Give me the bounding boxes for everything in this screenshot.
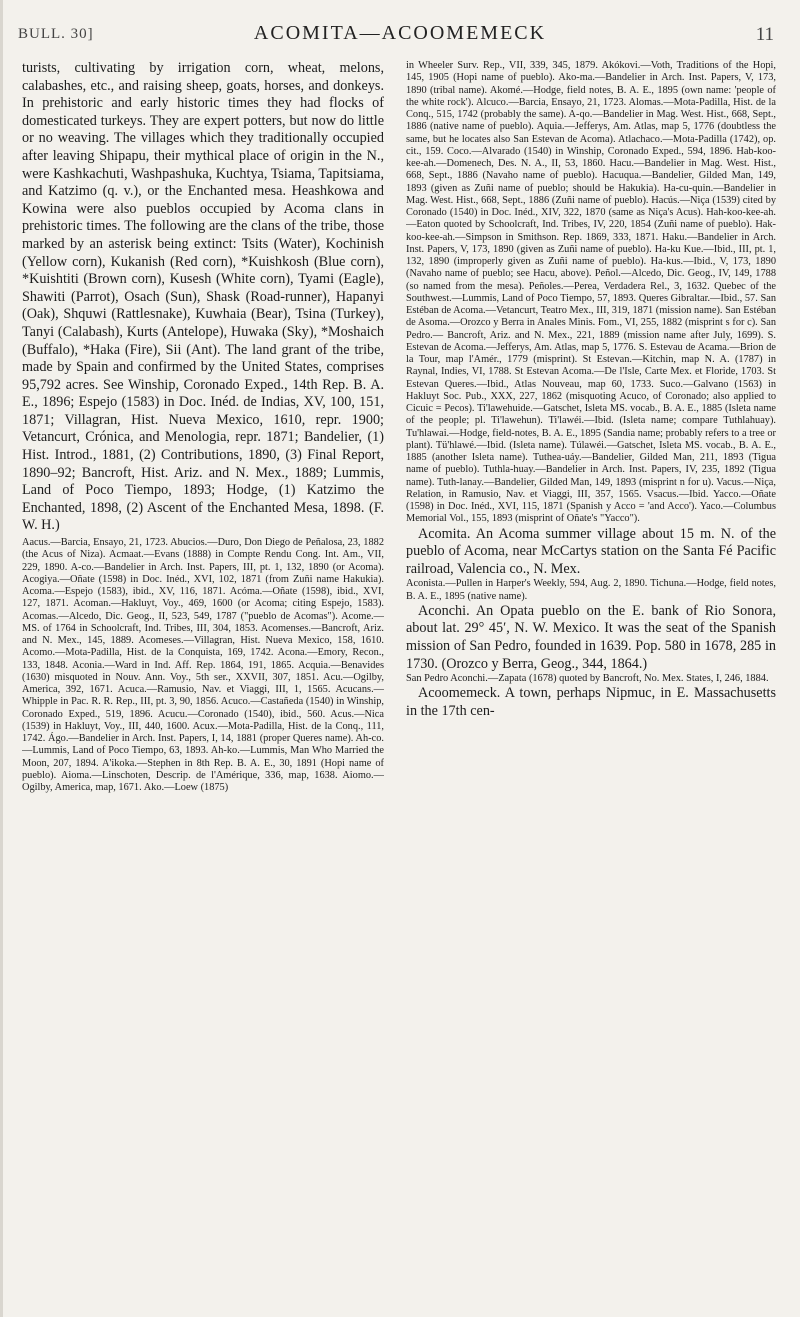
acoma-synonymy [22,537,384,794]
aconchi-synonymy [406,673,776,685]
acoomemeck-text: Acoomemeck. A town, perhaps Nipmuc, in E. Massachusetts in the 17th cen- [406,685,776,719]
acomita-entry [406,526,776,579]
page-number: 11 [755,24,774,45]
acoomemeck-entry [406,685,776,720]
header-title: ACOMITA—ACOOMEMECK [253,22,547,44]
right-column [406,60,776,1310]
acoma-entry-body [22,60,384,535]
aconchi-synonymy-text: San Pedro Aconchi.—Zapata (1678) quoted by Bancroft, No. Mex. States, I, 246, 1884. [406,673,769,685]
acoma-synonymy-text: Aacus.—Barcia, Ensayo, 21, 1723. Abucios.—Duro, Don Diego de Peñalosa, 23, 1882 (the Acus of Niza). Acmaat.—Evans (1888) in Compte Rendu Cong. Int. Am., VII, 229, 1890. A-co.—Bandelier in Arch. Inst. Papers, III, pt. 1, 132, 1890 (or Acoma). Acogiya.—Oñate (1598) in Doc. Inéd., XVI, 102, 1871 (from Zuñi name Hakukia). Acoma.—Espejo (1583), ibid., XV, 116, 1871. Acóma.—Oñate (1598), ibid., XVI, 127, 1871. Acoman.—Hakluyt, Voy., 469, 1600 (or Acoma; citing Espejo, 1583). Acomas.—Alcedo, Dic. Geog., II, 523, 549, 1787 ("pueblo de Acomas"). Acome.—MS. of 1764 in Schoolcraft, Ind. Tribes, III, 304, 1853. Acomenses.—Bancroft, Ariz. and N. Mex., 145, 1889. Acomeses.—Villagran, Hist. Nueva Mexico, 158, 1610. Acomo.—Mota-Padilla, Hist. de la Conquista, 169, 1742. Acona.—Emory, Recon., 133, 1848. Aconia.—Ward in Ind. Aff. Rep. 1864, 191, 1865. Acquia.—Benavides (1630) misquoted in Nouv. Ann. Voy., 5th ser., XXVII, 307, 1851. Acu.—Ogilby, America, 392, 1671. Acuca.—Ramusio, Nav. et Viaggi, III, 1, 1565. Acucans.—Whipple in Pac. R. R. Rep., III, pt. 3, 90, 1856. Acuco.—Castañeda (1540) in Winship, Coronado Exped., 519, 1896. Acucu.—Coronado (1540), ibid., 560. Acus.—Nica (1539) in Hakluyt, Voy., III, 440, 1600. Acux.—Mota-Padilla, Hist. de la Conq., 111, 1742. Ágo.—Bandelier in Arch. Inst. Papers, I, 14, 1881 (proper Queres name). Ah-co.—Lummis, Land of Poco Tiempo, 63, 1893. Ah-ko.—Lummis, Man Who Married the Moon, 207, 1894. A'ikoka.—Stephen in 8th Rep. B. A. E., 30, 1891 (Hopi name of pueblo). Aioma.—Linschoten, Descrip. de l'Amérique, 336, map, 1638. Aiomo.—Ogilby, America, map, 1671. Ako.—Loew (1875) [22,537,384,794]
aconchi-entry [406,603,776,673]
aconchi-text: Aconchi. An Opata pueblo on the E. bank of Rio Sonora, about lat. 29° 45′, N. W. Mexico. It was the seat of the Spanish mission of San Pedro, founded in 1639. Pop. 580 in 1678, 285 in 1730. (Orozco y Berra, Geog., 344, 1864.) [406,602,776,672]
acomita-synonymy-text: Aconista.—Pullen in Harper's Weekly, 594, Aug. 2, 1890. Tichuna.—Hodge, field notes, B. A. E., 1895 (native name). [406,578,776,602]
acoma-synonymy-continued-text: in Wheeler Surv. Rep., VII, 339, 345, 1879. Akókovi.—Voth, Traditions of the Hopi, 145, 1905 (Hopi name of pueblo). Ako-ma.—Bandelier in Arch. Inst. Papers, V, 173, 1890 (tribal name). Akomé.—Hodge, field notes, B. A. E., 1895 (own name: 'people of the white rock'). Alcuco.—Barcia, Ensayo, 21, 1723. Alomas.—Mota-Padilla, Hist. de la Conq., 515, 1742 (probably the same). A-qo.—Bandelier in Mag. West. Hist., 668, Sept., 1886 (native name of pueblo). Aquia.—Jefferys, Am. Atlas, map 5, 1776 (doubtless the same, but he locates also San Estevan de Acoma). Atlachaco.—Mota-Padilla (1742), op. cit., 159. Coco.—Alvarado (1540) in Winship, Coronado Exped., 594, 1896. Hab-koo-kee-ah.—Domenech, Des. N. A., II, 53, 1860. Hacu.—Bandelier in Mag. West. Hist., 668, Sept., 1886 (Navaho name of pueblo). Hacuqua.—Bandelier, Gilded Man, 149, 1893 (given as Zuñi name of pueblo; should be Hakukia). Ha-cu-quin.—Bandelier in Mag. West. Hist., 668, Sept., 1886 (Zuñi name of pueblo). Hacús.—Niça (1539) cited by Coronado (1540) in Doc. Inéd., XIV, 322, 1870 (same as Niça's Acus). Hah-koo-kee-ah.—Eaton quoted by Schoolcraft, Ind. Tribes, IV, 220, 1854 (Zuñi name of pueblo). Hak-koo-kee-ah.—Simpson in Smithson. Rep. 1869, 333, 1871. Haku.—Bandelier in Arch. Inst. Papers, V, 173, 1890 (given as Zuñi name of pueblo). Ha-ku Kue.—Ibid., III, pt. 1, 132, 1890 (improperly given as Zuñi name of pueblo). Ha-kus.—Ibid., V, 173, 1890 (Navaho name of pueblo; see Hacu, above). Peñol.—Alcedo, Dic. Geog., IV, 149, 1788 (so named from the mesa). Peñoles.—Perea, Verdadera Rel., 3, 1632. Quebec of the Southwest.—Lummis, Land of Poco Tiempo, 57, 1893. Queres Gibraltar.—Ibid., 57. San Estéban de Acoma.—Vetancurt, Teatro Mex., III, 319, 1871 (mission name). San Estéban de Asoma.—Orozco y Berra in Anales Minis. Fom., VI, 255, 1882 (misprint s for c). San Pedro.— Bancroft, Ariz. and N. Mex., 221, 1889 (mission name after July, 1699). S. Estevan de Acoma.—Jefferys, Am. Atlas, map 5, 1776. S. Estevau de Acama.—Brion de la Tour, map l'Amér., 1779 (misprint). St Estevan.—Kitchin, map N. A. (1787) in Raynal, Indies, VI, 1788. St Estevan Acoma.—De l'Isle, Carte Mex. et Floride, 1703. St Estevan Queres.—Ibid., Atlas Nouveau, map 60, 1733. Suco.—Galvano (1563) in Hakluyt Soc. Pub., XXX, 227, 1862 (misquoting Acuco, of Coronado; also applied to Cicuic = Pecos). Ti'lawehuide.—Gatschet, Isleta MS. vocab., B. A. E., 1885 (Isleta name of the people; pl. Ti'lawehun). Ti'lawéi.—Ibid. (Isleta name; compare Tuthlahuay). Tu'hlawai.—Hodge, field-notes, B. A. E., 1895 (Sandia name; probably refers to a tree or plant). Tü'hlawé.—Ibid. (Isleta name). Túlawéi.—Gatschet, Isleta MS. vocab., B. A. E., 1885 (another Isleta name). Tuthea-uáy.—Bandelier, Gilded Man, 211, 1893 (Tigua name of pueblo). Tuthla-huay.—Bandelier in Arch. Inst. Papers, IV, 235, 1892 (Tigua name). Tuth-lanay.—Bandelier, Gilded Man, 149, 1893 (misprint n for u). Vacus.—Niça, Relation, in Ramusio, Nav. et Viaggi, III, 357, 1565. Vsacus.—Ibid. Yacco.—Oñate (1598) in Doc. Inéd., XVI, 115, 1871 (Spanish y Acco = 'and Acco'). Yaco.—Columbus Memorial Vol., 155, 1893 (misprint of Oñate's "Yacco"). [406,60,776,525]
acomita-text: Acomita. An Acoma summer village about 15 m. N. of the pueblo of Acoma, near McCartys station on the Santa Fé Pacific railroad, Valencia co., N. Mex. [406,525,776,577]
acoma-description: turists, cultivating by irrigation corn, wheat, melons, calabashes, etc., and raising sheep, goats, horses, and donkeys. In prehistoric and early historic times they had flocks of domesticated turkeys. They are expert potters, but now do little or no weaving. The villages which they traditionally occupied after leaving Shipapu, their mythical place of origin in the N., were Kashkachuti, Washpashuka, Kuchtya, Tsiama, Tapitsiama, and Katzimo (q. v.), or the Enchanted mesa. Heashkowa and Kowina were also pueblos occupied by Acoma clans in prehistoric times. The following are the clans of the tribe, those marked by an asterisk being extinct: Tsits (Water), Kochinish (Yellow corn), Kukanish (Red corn), *Kuishkosh (Blue corn), *Kuishtiti (Brown corn), Kusesh (White corn), Tyami (Eagle), Shawiti (Parrot), Osach (Sun), Shask (Road-runner), Hapanyi (Oak), Shquwi (Rattlesnake), Kuwhaia (Bear), Tsina (Turkey), Tanyi (Calabash), Kurts (Antelope), Huwaka (Sky), *Moshaich (Buffalo), *Haka (Fire), Sii (Ant). The land grant of the tribe, made by Spain and confirmed by the United States, comprises 95,792 acres. See Winship, Coronado Exped., 14th Rep. B. A. E., 1896; Espejo (1583) in Doc. Inéd. de Indias, XV, 100, 151, 1871; Villagran, Hist. Nueva Mexico, 1610, repr. 1900; Vetancurt, Crónica, and Menologia, repr. 1871; Bandelier, (1) Hist. Introd., 1881, (2) Contributions, 1890, (3) Final Report, 1890–92; Bancroft, Hist. Ariz. and N. Mex., 1889; Lummis, Land of Poco Tiempo, 1893; Hodge, (1) Katzimo the Enchanted, 1898, (2) Ascent of the Enchanted Mesa, 1898. (F. W. H.) [22,60,384,534]
acomita-synonymy [406,578,776,603]
header-bulletin: BULL. 30] [18,26,94,42]
page-edge [0,0,3,1317]
running-header [0,22,800,46]
left-column [22,60,384,1310]
acoma-synonymy-continued [406,60,776,526]
